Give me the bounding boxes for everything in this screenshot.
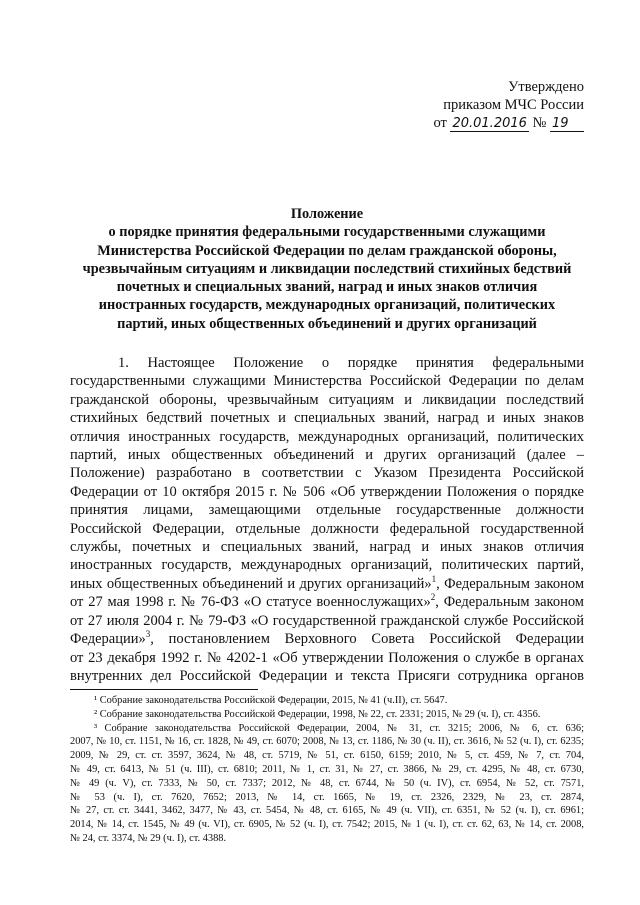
body-line: Федерации от 10 октября 2015 г. № 506 «Об утверждении Положения о порядке: [70, 483, 584, 500]
approval-stamp: [433, 78, 584, 132]
footnote-3-line: № 53 (ч. I), ст. 7620, 7652; 2013, № 14, ст. 1665, № 19, ст. 2326, 2329, № 23, ст. 2874,: [70, 791, 584, 803]
number-prefix: №: [532, 115, 547, 131]
footnote-divider: [70, 689, 258, 690]
body-line-tail: , Федеральным законом: [435, 594, 584, 611]
footnote-3-line: 2014, № 14, ст. 1545, № 49 (ч. VI), ст. 6905, № 52 (ч. I), ст. 7542; 2015, № 1 (ч. I), ст. ст. 62, 63, № 14, ст. 2008,: [70, 819, 584, 831]
title-line: Министерства Российской Федерации по делам гражданской обороны,: [97, 242, 557, 259]
approval-line-approved: Утверждено: [508, 79, 584, 95]
body-line: [70, 575, 584, 593]
footnote-3-line: 2009, № 29, ст. ст. 3597, 3624, № 48, ст. 5719, № 51, ст. 6150, 6159; 2010, № 5, ст. 459, № 7, ст. 704,: [70, 750, 584, 762]
body-line: партий, иных общественных объединений и других организаций (далее –: [70, 447, 584, 464]
body-line: принятия лицами, замещающими отдельные государственные должности: [70, 502, 584, 519]
body-line: гражданской обороны, чрезвычайным ситуациям и ликвидации последствий: [70, 391, 584, 408]
body-line: службы, почетных и специальных званий, наград и иных знаков отличия: [70, 539, 584, 556]
footnote-3-line: № 27, ст. ст. 3441, 3462, 3477, № 43, ст. 5454, № 48, ст. 6165, № 49 (ч. VII), ст. 6351, № 52 (ч. I), ст. 6961;: [70, 805, 584, 817]
body-line: иностранных государств, международных организаций, политических партий,: [70, 557, 584, 574]
body-line-tail: , постановлением Верховного Совета Российской Федерации: [150, 631, 584, 648]
body-line: Российской Федерации, отдельные должности федеральной государственной: [70, 520, 584, 537]
body-line: от 27 июля 2004 г. № 79-ФЗ «О государственной гражданской службе Российской: [70, 612, 584, 629]
body-line: [70, 630, 584, 648]
footnote-ref-1: 1: [431, 574, 437, 585]
footnote-3-line: ³ Собрание законодательства Российской Федерации, 2004, № 31, ст. 3215; 2006, № 6, ст. 636;: [94, 722, 584, 734]
body-line: Положение) разработано в соответствии с Указом Президента Российской: [70, 465, 584, 482]
footnote-3-line: 2007, № 10, ст. 1151, № 16, ст. 1828, № 49, ст. 6070; 2008, № 13, ст. 1186, № 30 (ч. II), ст. 3616, № 52 (ч. I), ст. 6235;: [70, 736, 584, 748]
date-prefix: от: [433, 115, 447, 131]
footnote-ref-3: 3: [145, 630, 151, 640]
title-heading: Положение: [290, 206, 364, 222]
approval-line-order: приказом МЧС России: [443, 97, 584, 113]
body-line: отличия иностранных государств, международных организаций, политических: [70, 428, 584, 445]
handwritten-number: 19: [550, 117, 584, 132]
footnote-1: ¹ Собрание законодательства Российской Федерации, 2015, № 41 (ч.II), ст. 5647.: [94, 695, 448, 706]
title-line: партий, иных общественных объединений и других организаций: [117, 315, 537, 332]
title-line: о порядке принятия федеральными государственными служащими: [108, 224, 546, 241]
body-line: [70, 593, 584, 611]
document-title: [70, 205, 584, 333]
footnotes: [70, 694, 584, 846]
body-line: внутренних дел Российской Федерации и текста Присяги сотрудника органов: [70, 667, 584, 684]
handwritten-date: 20.01.2016: [452, 116, 527, 131]
footnote-3-line: № 49, ст. 6413, № 51 (ч. III), ст. 6810; 2011, № 1, ст. 31, № 27, ст. 3866, № 29, ст. 4295, № 48, ст. 6730,: [70, 763, 584, 775]
body-line-text: от 27 мая 1998 г. № 76-ФЗ «О статусе военнослужащих»: [70, 594, 431, 611]
body-line: стихийных бедствий почетных и специальных званий, наград и иных знаков: [70, 410, 584, 427]
body-line: от 23 декабря 1992 г. № 4202-1 «Об утверждении Положения о службе в органах: [70, 649, 584, 666]
approval-line-date: [433, 114, 584, 132]
footnote-ref-2: 2: [430, 593, 436, 603]
title-line: иностранных государств, международных организаций, политических: [98, 297, 556, 314]
body-line-text: иных общественных объединений и других организаций»: [70, 575, 432, 592]
body-paragraph: [70, 354, 584, 685]
body-line: государственными служащими Министерства Российской Федерации по делам: [70, 373, 584, 390]
footnote-2: ² Собрание законодательства Российской Федерации, 1998, № 22, ст. 2331; 2015, № 29 (ч. I), ст. 4356.: [94, 708, 541, 720]
footnote-3-line: № 49 (ч. V), ст. 7333, № 50, ст. 7337; 2012, № 48, ст. 6744, № 50 (ч. IV), ст. 6954, № 52, ст. 7571,: [70, 777, 584, 789]
footnote-3-line: № 24, ст. 3374, № 29 (ч. I), ст. 4388.: [70, 832, 227, 844]
title-line: почетных и специальных званий, наград и иных знаков отличия: [116, 279, 538, 296]
body-line-tail: , Федеральным законом: [436, 575, 584, 592]
body-line-text: Федерации»: [70, 631, 146, 648]
body-line: 1. Настоящее Положение о порядке принятия федеральными: [118, 355, 584, 371]
title-line: чрезвычайным ситуациям и ликвидации последствий стихийных бедствий: [82, 260, 572, 277]
